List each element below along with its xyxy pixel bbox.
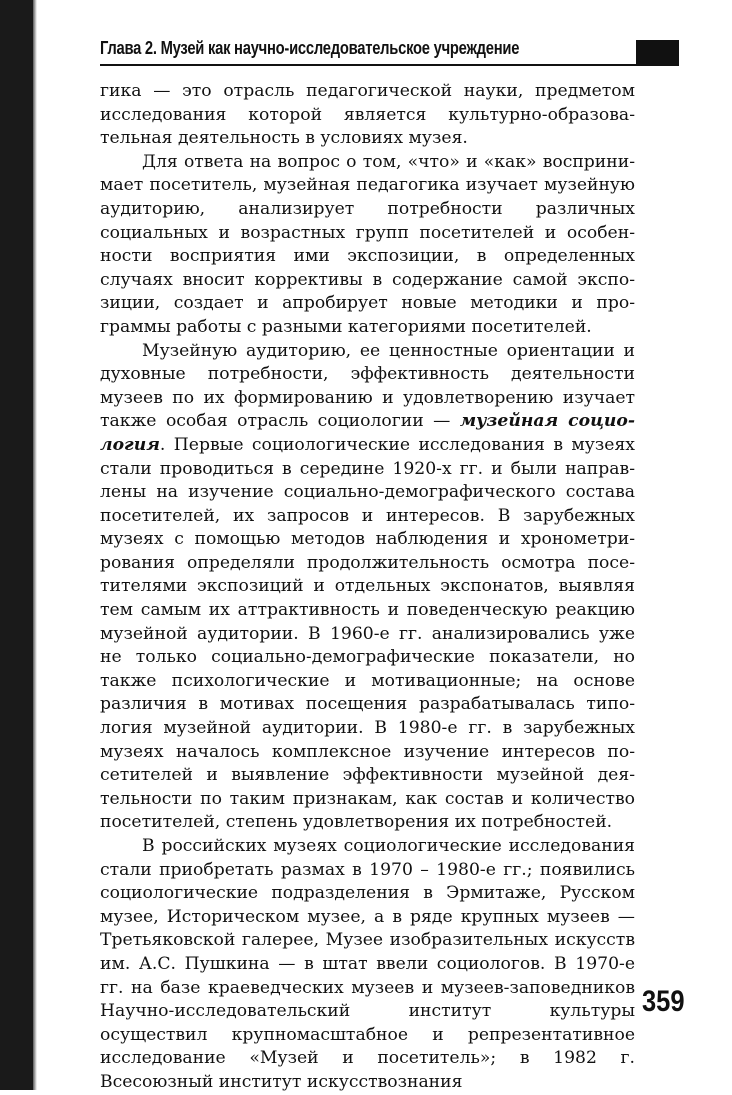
page-number: 359 xyxy=(642,985,685,1018)
paragraph-4: В российских музеях социологические исследования стали приобретать размах в 1970 – 1980-е гг.; появились социологические подразделения в Эрмитаже, Русском музее, Историческом музее, а в ряде крупных музеев — Третьяковской галерее, Музее изобразительных искусств им. А.С. Пушкина — в штат ввели социологов. В 1970-е гг. на базе краеведческих музеев и музеев-заповедников Научно-исследовательский институт культуры осуществил крупномасштабное и репрезентативное исследование «Музей и посетитель»; в 1982 г. Всесоюзный институт искусствознания xyxy=(100,836,635,1092)
spine-edge-gradient xyxy=(33,0,37,1090)
paragraph-1: гика — это отрасль педагогической науки, предметом исследования которой является культурно-образовательная деятельность в условиях музея. xyxy=(100,81,635,149)
body-text xyxy=(100,80,635,1095)
paragraph-3-after: . Первые социологические исследования в музеях стали проводиться в середине 1920-х гг. и были направлены на изучение социально-демографического состава посетителей, их запросов и интересов. В зарубежных музеях с помощью методов наблюдения и хронометрирования определяли продолжительность осмотра посетителями экспозиций и отдельных экспонатов, выявляя тем самым их аттрактивность и поведенческую реакцию музейной аудитории. В 1960-е гг. анализировались уже не только социально-демографические показатели, но также психологические и мотивационные; на основе различия в мотивах посещения разрабатывалась типология музейной аудитории. В 1980-е гг. в зарубежных музеях началось комплексное изучение интересов посетителей и выявление эффективности музейной деятельности по таким признакам, как состав и количество посетителей, степень удовлетворения их потребностей. xyxy=(100,434,635,833)
paragraph-2: Для ответа на вопрос о том, «что» и «как» воспринимает посетитель, музейная педагогика изучает музейную аудиторию, анализирует потребности различных социальных и возрастных групп посетителей и особенности восприятия ими экспозиции, в определенных случаях вносит коррективы в содержание самой экспозиции, создает и апробирует новые методики и программы работы с разными категориями посетителей. xyxy=(100,151,635,337)
running-header xyxy=(100,38,679,64)
header-rule xyxy=(100,64,679,66)
running-header-title: Глава 2. Музей как научно-исследовательское учреждение xyxy=(100,38,520,58)
book-spine-shadow xyxy=(0,0,33,1090)
paragraph-3 xyxy=(100,340,635,835)
header-decorative-bar xyxy=(636,40,679,64)
term-museum-sociology: музейная социология xyxy=(100,411,636,455)
paragraph-3-before: Музейную аудиторию, ее ценностные ориентации и духовные потребности, эффективность деятельности музеев по их формированию и удовлетворению изучает также особая отрасль социологии — xyxy=(100,340,635,432)
